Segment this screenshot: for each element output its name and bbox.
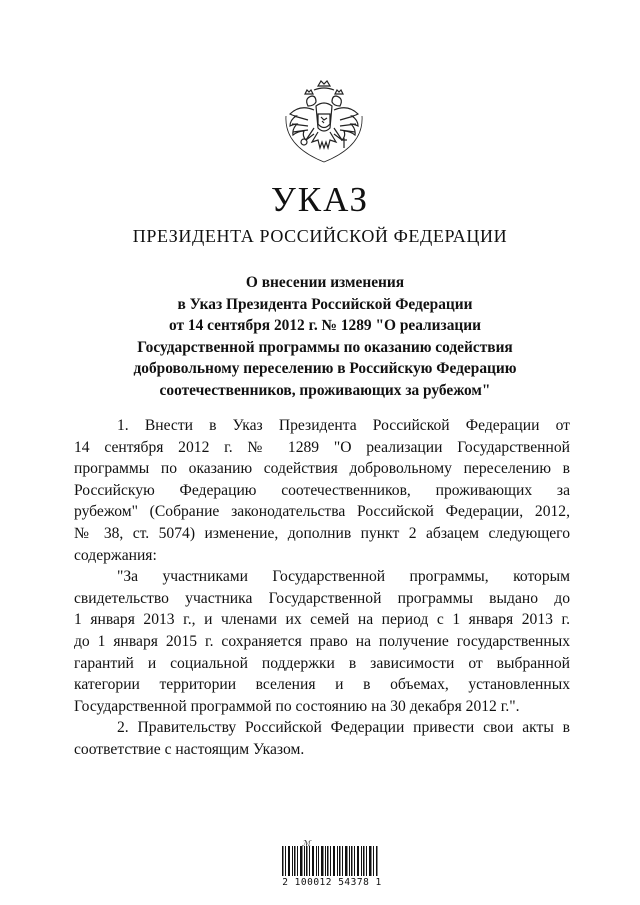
heading-line: соотечественников, проживающих за рубежом" [159, 381, 491, 399]
document-subtitle: ПРЕЗИДЕНТА РОССИЙСКОЙ ФЕДЕРАЦИИ [132, 226, 508, 246]
text-line: № 38, ст. 5074) изменение, дополнив пункт 2 абзацем следующего [74, 524, 570, 542]
text-line: свидетельство участника Государственной программы выдано до [74, 589, 570, 607]
barcode-icon [282, 846, 378, 876]
text-line: 1. Внести в Указ Президента Российской Федерации от [117, 417, 570, 434]
text-line: соответствие с настоящим Указом. [74, 740, 305, 758]
document-heading [80, 272, 570, 401]
text-line: 1 января 2013 г., и членами их семей на период с 1 января 2013 г. [74, 611, 570, 629]
text-line: категории территории вселения и в объемах, установленных [74, 676, 570, 694]
text-line: до 1 января 2015 г. сохраняется право на получение государственных [74, 632, 570, 650]
heading-line: О внесении изменения [245, 274, 405, 291]
text-line: рубежом" (Собрание законодательства Российской Федерации, 2012, [74, 503, 570, 521]
text-line: "За участниками Государственной программы, которым [117, 568, 570, 586]
paragraph-1 [74, 415, 570, 566]
heading-line: от 14 сентября 2012 г. № 1289 "О реализации [168, 317, 482, 334]
paragraph-2 [74, 717, 570, 760]
text-line: Государственной программой по состоянию на 30 декабря 2012 г.". [74, 697, 520, 715]
barcode-number: 2 100012 54378 1 [282, 877, 382, 888]
barcode-mark: ℳ [302, 839, 311, 848]
document-body [74, 415, 570, 761]
text-line: 14 сентября 2012 г. № 1289 "О реализации Государственной [74, 438, 570, 456]
text-line: Российскую Федерацию соотечественников, проживающих за [74, 481, 570, 499]
heading-line: в Указ Президента Российской Федерации [177, 295, 473, 313]
heading-line: добровольному переселению в Российскую Федерацию [133, 360, 517, 377]
text-line: программы по оказанию содействия добровольному переселению в [74, 460, 570, 478]
text-line: 2. Правительству Российской Федерации привести свои акты в [117, 719, 570, 737]
text-line: гарантий и социальной поддержки в зависимости от выбранной [74, 654, 570, 672]
document-title: УКАЗ [270, 180, 370, 219]
heading-line: Государственной программы по оказанию содействия [137, 338, 513, 356]
text-line: содержания: [74, 546, 157, 564]
coat-of-arms-icon [278, 76, 370, 168]
barcode-block [282, 839, 382, 888]
quoted-amendment [74, 566, 570, 717]
